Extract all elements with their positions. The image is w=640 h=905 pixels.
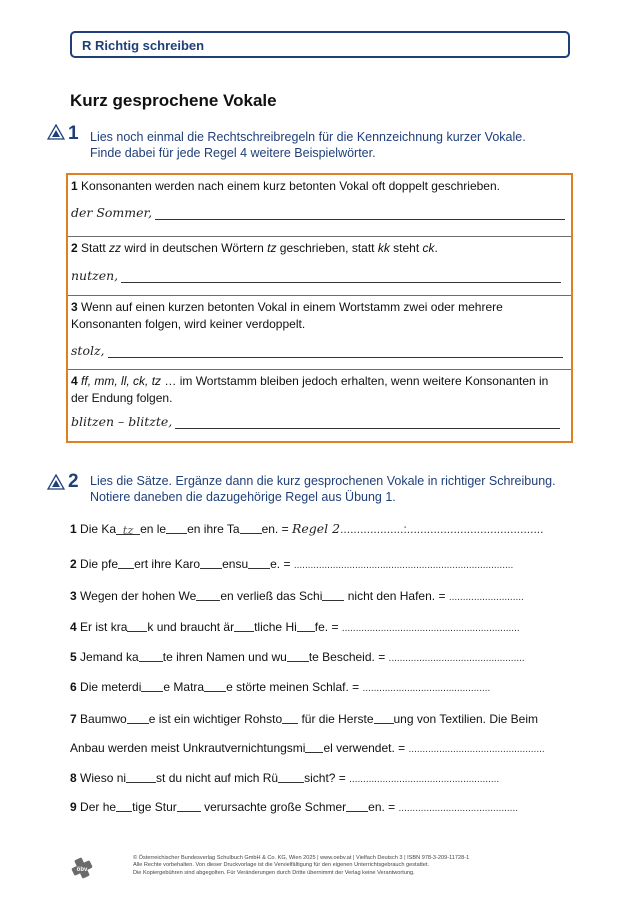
task-1-instruction-line-1: Lies noch einmal die Rechtschreibregeln für die Kennzeichnung kurzer Vokale. [90, 130, 526, 144]
rule-2-text-e: . [434, 241, 438, 255]
rule-4-text [71, 373, 568, 406]
task-1-instruction [90, 129, 526, 161]
task-2-instruction-line-1: Lies die Sätze. Ergänze dann die kurz gesprochenen Vokale in richtiger Schreibung. [90, 474, 556, 488]
sentence-text: Jemand ka [80, 650, 139, 664]
rule-2-answer-line[interactable] [121, 282, 561, 283]
sentence-text: ung von Textilien. Die Beim [393, 712, 539, 726]
sentence-6 [70, 680, 490, 694]
rule-3 [68, 296, 571, 370]
footer-copyright [133, 855, 573, 877]
sentence-text: tliche Hi [254, 620, 297, 634]
sentence-text: sicht? = [304, 771, 346, 785]
publisher-logo-text: öbv [76, 867, 88, 873]
rule-3-number: 3 [71, 300, 78, 314]
sentence-text: Die pfe [80, 557, 119, 571]
gap[interactable] [126, 771, 156, 783]
sentence-8 [70, 771, 499, 785]
answer-dotted-line[interactable]: ...................:......................................... [340, 522, 544, 536]
gap[interactable] [196, 589, 220, 601]
task-2-number: 2 [68, 471, 79, 492]
gap[interactable] [177, 800, 201, 812]
rule-2-number: 2 [71, 241, 78, 255]
sentence-text: el verwendet. = [323, 741, 406, 755]
rules-box [66, 173, 573, 443]
gap[interactable] [322, 589, 344, 601]
gap[interactable] [127, 620, 147, 632]
gap[interactable] [248, 557, 270, 569]
sentence-text: en. = [261, 522, 289, 536]
sentence-number: 8 [70, 771, 77, 785]
rule-2-em-ck: ck [422, 241, 435, 255]
rule-2-em-kk: kk [377, 241, 390, 255]
gap[interactable] [116, 800, 132, 812]
sentence-text: Anbau werden meist Unkrautvernichtungsmi [70, 741, 306, 755]
sentence-number: 6 [70, 680, 77, 694]
sentence-text: en. = [368, 800, 396, 814]
gap[interactable] [204, 680, 226, 692]
task-1-number: 1 [68, 123, 79, 144]
answer-dotted-line[interactable]: ............................................................................... [293, 560, 514, 571]
rule-2-text-d: steht [389, 241, 423, 255]
rule-2 [68, 237, 571, 296]
gap[interactable] [200, 557, 222, 569]
task-1-instruction-line-2: Finde dabei für jede Regel 4 weitere Beispielwörter. [90, 146, 376, 160]
rule-2-em-zz: zz [109, 241, 122, 255]
gap[interactable] [346, 800, 368, 812]
sentence-number: 3 [70, 589, 77, 603]
sentence-text: verursachte große Schmer [200, 800, 347, 814]
footer-line-1: © Österreichischer Bundesverlag Schulbuch GmbH & Co. KG, Wien 2025 | www.oebv.at | Vielfach Deutsch 3 | ISBN 978-3-209-11728-1 [133, 855, 470, 861]
answer-dotted-line[interactable]: ................................................. [388, 653, 525, 664]
gap[interactable] [278, 771, 304, 783]
gap[interactable] [141, 680, 163, 692]
footer-line-3: Die Kopiergebühren sind abgegolten. Für Veränderungen durch Dritte übernimmt der Verlag keine Verantwortung. [133, 869, 415, 876]
sentence-text: e ist ein wichtiger Rohsto [148, 712, 283, 726]
rule-1-text [71, 178, 568, 195]
sentence-text: en le [140, 522, 167, 536]
gap[interactable] [139, 650, 163, 662]
answer-dotted-line[interactable]: ................................................................ [341, 623, 520, 634]
answer-dotted-line[interactable]: ...................................................... [349, 774, 500, 785]
sentence-text: ert ihre Karo [134, 557, 201, 571]
sentence-text: tige Stur [132, 800, 177, 814]
gap[interactable] [282, 712, 298, 724]
sentence-text: en verließ das Schi [220, 589, 323, 603]
rule-1-answer-row [71, 205, 565, 220]
sentence-1 [70, 521, 543, 536]
task-2-instruction-line-2: Notiere daneben die dazugehörige Regel aus Übung 1. [90, 490, 396, 504]
sentence-text: te Bescheid. = [308, 650, 386, 664]
page-title: Kurz gesprochene Vokale [70, 91, 277, 110]
sentence-text: Er ist kra [80, 620, 128, 634]
difficulty-triangle-icon [47, 124, 65, 140]
rule-3-answer-line[interactable] [108, 357, 563, 358]
sentence-text: en ihre Ta [187, 522, 240, 536]
answer-dotted-line[interactable]: ................................................. [408, 744, 545, 755]
gap[interactable] [127, 712, 149, 724]
rule-1-body: Konsonanten werden nach einem kurz betonten Vokal oft doppelt geschrieben. [81, 179, 500, 193]
footer-line-2: Alle Rechte vorbehalten. Von dieser Druckvorlage ist die Vervielfältigung für den eigenen Unterrichtsgebrauch gestattet. [133, 862, 430, 869]
sentence-2 [70, 557, 513, 571]
section-header-label: R Richtig schreiben [82, 38, 205, 53]
gap[interactable] [287, 650, 309, 662]
sentence-number: 1 [70, 522, 77, 536]
rule-4 [68, 370, 571, 441]
sentence-7-continued [70, 741, 545, 755]
publisher-logo-icon [70, 856, 94, 880]
sentence-9 [70, 800, 518, 814]
rule-3-example: stolz, [71, 343, 105, 358]
rule-3-body: Wenn auf einen kurzen betonten Vokal in einem Wortstamm zwei oder mehrere Konsonanten folgen, wird keiner verdoppelt. [71, 300, 503, 331]
gap[interactable] [234, 620, 254, 632]
rule-4-answer-line[interactable] [175, 428, 560, 429]
sentence-5 [70, 650, 525, 664]
sentence-text: nicht den Hafen. = [344, 589, 446, 603]
sentence-text: ensu [222, 557, 249, 571]
answer-dotted-line[interactable]: .............................................. [362, 683, 491, 694]
gap-filled[interactable]: tz [116, 523, 140, 535]
section-header [70, 31, 570, 58]
sentence-text: e störte meinen Schlaf. = [226, 680, 360, 694]
rule-2-text-a: Statt [81, 241, 110, 255]
rule-1-number: 1 [71, 179, 78, 193]
gap[interactable] [240, 522, 262, 534]
sentence-text: Baumwo [80, 712, 127, 726]
sentence-text: Wegen der hohen We [80, 589, 197, 603]
sentence-text: Wieso ni [80, 771, 127, 785]
sentence-number: 7 [70, 712, 77, 726]
sentence-text: e. = [270, 557, 291, 571]
rule-4-emphasis: ff, mm, ll, ck, tz [81, 374, 162, 388]
rule-4-example: blitzen – blitzte, [71, 414, 173, 429]
sentence-text: st du nicht auf mich Rü [156, 771, 279, 785]
gap[interactable] [305, 741, 323, 753]
rule-3-text [71, 299, 568, 332]
rule-2-em-tz: tz [267, 241, 277, 255]
rule-2-example: nutzen, [71, 268, 119, 283]
rule-2-text [71, 240, 568, 257]
sentence-text: Die meterdi [80, 680, 142, 694]
sentence-4 [70, 620, 520, 634]
rule-4-number: 4 [71, 374, 78, 388]
sentence-3 [70, 589, 524, 603]
task-2-instruction [90, 473, 556, 505]
sentence-text: für die Herste [298, 712, 374, 726]
sentence-number: 9 [70, 800, 77, 814]
rule-2-text-c: geschrieben, statt [276, 241, 378, 255]
rule-answer: Regel 2 [291, 521, 341, 536]
sentence-number: 4 [70, 620, 77, 634]
sentence-text: k und braucht är [147, 620, 235, 634]
gap[interactable] [118, 557, 134, 569]
answer-dotted-line[interactable]: ........................... [448, 592, 524, 603]
difficulty-triangle-icon [47, 474, 65, 490]
rule-2-text-b: wird in deutschen Wörtern [121, 241, 268, 255]
rule-1-answer-line[interactable] [155, 219, 565, 220]
sentence-number: 5 [70, 650, 77, 664]
sentence-text: Der he [80, 800, 117, 814]
sentence-text: te ihren Namen und wu [162, 650, 287, 664]
rule-1 [68, 175, 571, 237]
rule-4-answer-row [71, 414, 560, 429]
sentence-text: fe. = [314, 620, 339, 634]
sentence-text: e Matra [163, 680, 205, 694]
rule-2-answer-row [71, 268, 561, 283]
rule-3-answer-row [71, 343, 563, 358]
sentence-number: 2 [70, 557, 77, 571]
answer-dotted-line[interactable]: ........................................... [398, 803, 518, 814]
gap[interactable] [297, 620, 315, 632]
sentence-7 [70, 712, 538, 726]
gap[interactable] [374, 712, 394, 724]
rule-4-body: … im Wortstamm bleiben jedoch erhalten, wenn weitere Konsonanten in der Endung folgen. [71, 374, 549, 405]
rule-1-example: der Sommer, [71, 205, 153, 220]
sentence-text: Die Ka [80, 522, 117, 536]
gap[interactable] [166, 522, 187, 534]
